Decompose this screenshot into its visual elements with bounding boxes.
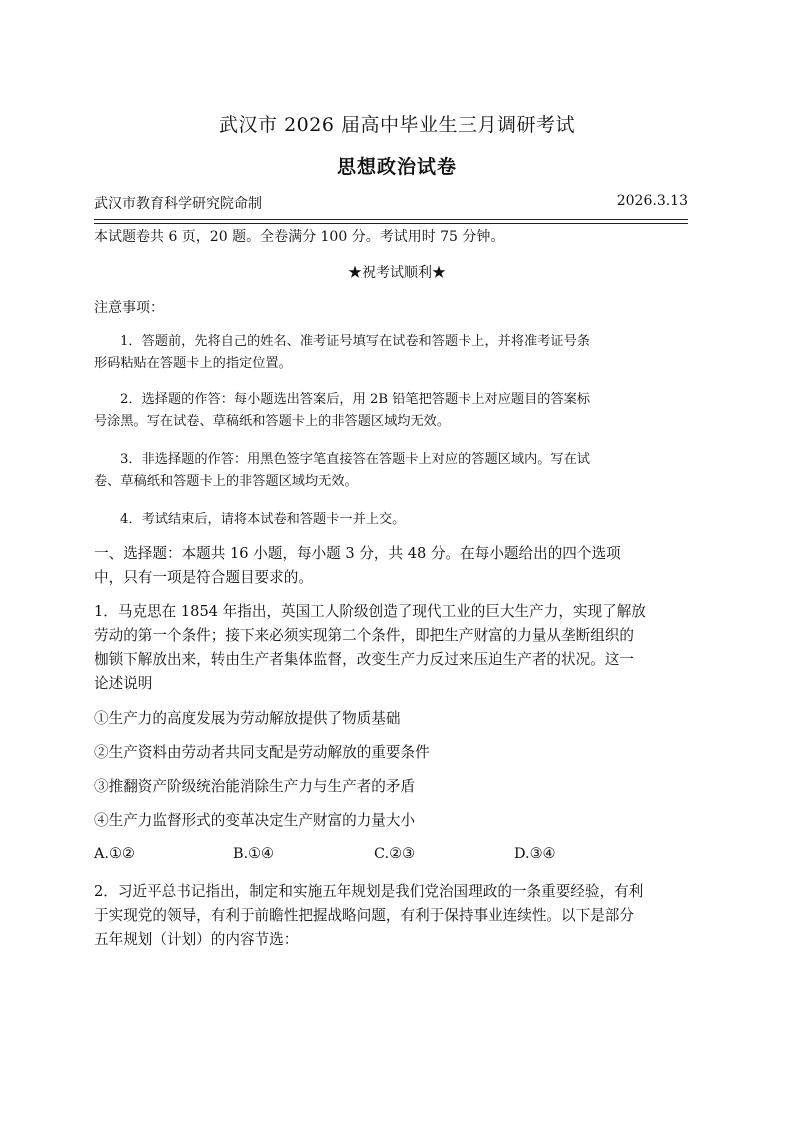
section-heading: 中，只有一项是符合题目要求的。 bbox=[94, 569, 313, 586]
exam-title: 武汉市 2026 届高中毕业生三月调研考试 bbox=[219, 114, 575, 136]
question-1-stem: 劳动的第一个条件；接下来必须实现第二个条件，即把生产财富的力量从垄断组织的 bbox=[94, 627, 634, 644]
option-a[interactable]: A.①② bbox=[94, 846, 135, 862]
notice-heading: 注意事项： bbox=[94, 300, 164, 316]
question-1-stem: 论述说明 bbox=[94, 675, 153, 692]
subject-title: 思想政治试卷 bbox=[336, 156, 457, 178]
section-heading: 一、选择题：本题共 16 小题，每小题 3 分，共 48 分。在每小题给出的四个选项 bbox=[94, 545, 621, 562]
question-2-stem: 于实现党的领导，有利于前瞻性把握战略问题，有利于保持事业连续性。以下是部分 bbox=[94, 907, 634, 924]
blessing: ★祝考试顺利★ bbox=[348, 265, 446, 281]
option-c[interactable]: C.②③ bbox=[374, 846, 415, 862]
notice-line: 1．答题前，先将自己的姓名、准考证号填写在试卷和答题卡上，并将准考证号条 bbox=[120, 334, 590, 349]
notice-line: 3．非选择题的作答：用黑色签字笔直接答在答题卡上对应的答题区域内。写在试 bbox=[120, 452, 590, 467]
question-2-stem: 五年规划（计划）的内容节选： bbox=[94, 931, 299, 948]
notice-line: 形码粘贴在答题卡上的指定位置。 bbox=[94, 356, 292, 371]
question-1-options bbox=[94, 846, 694, 866]
statement-1: ①生产力的高度发展为劳动解放提供了物质基础 bbox=[94, 710, 401, 727]
option-b[interactable]: B.①④ bbox=[233, 846, 274, 862]
notice-line: 2．选择题的作答：每小题选出答案后，用 2B 铅笔把答题卡上对应题目的答案标 bbox=[120, 392, 591, 407]
question-1-stem: 1．马克思在 1854 年指出，英国工人阶级创造了现代工业的巨大生产力，实现了解放 bbox=[94, 603, 646, 620]
notice-line: 4．考试结束后，请将本试卷和答题卡一并上交。 bbox=[120, 512, 406, 527]
issuer-row bbox=[94, 193, 688, 213]
exam-date: 2026.3.13 bbox=[616, 193, 688, 209]
header-rule-bottom bbox=[94, 223, 688, 224]
issuer: 武汉市教育科学研究院命制 bbox=[94, 196, 262, 212]
notice-line: 号涂黑。写在试卷、草稿纸和答题卡上的非答题区域均无效。 bbox=[94, 414, 451, 429]
option-d[interactable]: D.③④ bbox=[514, 846, 556, 862]
question-2-stem: 2．习近平总书记指出，制定和实施五年规划是我们党治国理政的一条重要经验，有利 bbox=[94, 883, 644, 900]
question-1-stem: 枷锁下解放出来，转由生产者集体监督，改变生产力反过来压迫生产者的状况。这一 bbox=[94, 651, 634, 668]
notice-line: 卷、草稿纸和答题卡上的非答题区域均无效。 bbox=[94, 474, 358, 489]
statement-2: ②生产资料由劳动者共同支配是劳动解放的重要条件 bbox=[94, 744, 430, 761]
statement-4: ④生产力监督形式的变革决定生产财富的力量大小 bbox=[94, 812, 416, 829]
header-rule-top bbox=[94, 219, 688, 220]
exam-info: 本试题卷共 6 页，20 题。全卷满分 100 分。考试用时 75 分钟。 bbox=[94, 229, 505, 245]
statement-3: ③推翻资产阶级统治能消除生产力与生产者的矛盾 bbox=[94, 778, 416, 795]
